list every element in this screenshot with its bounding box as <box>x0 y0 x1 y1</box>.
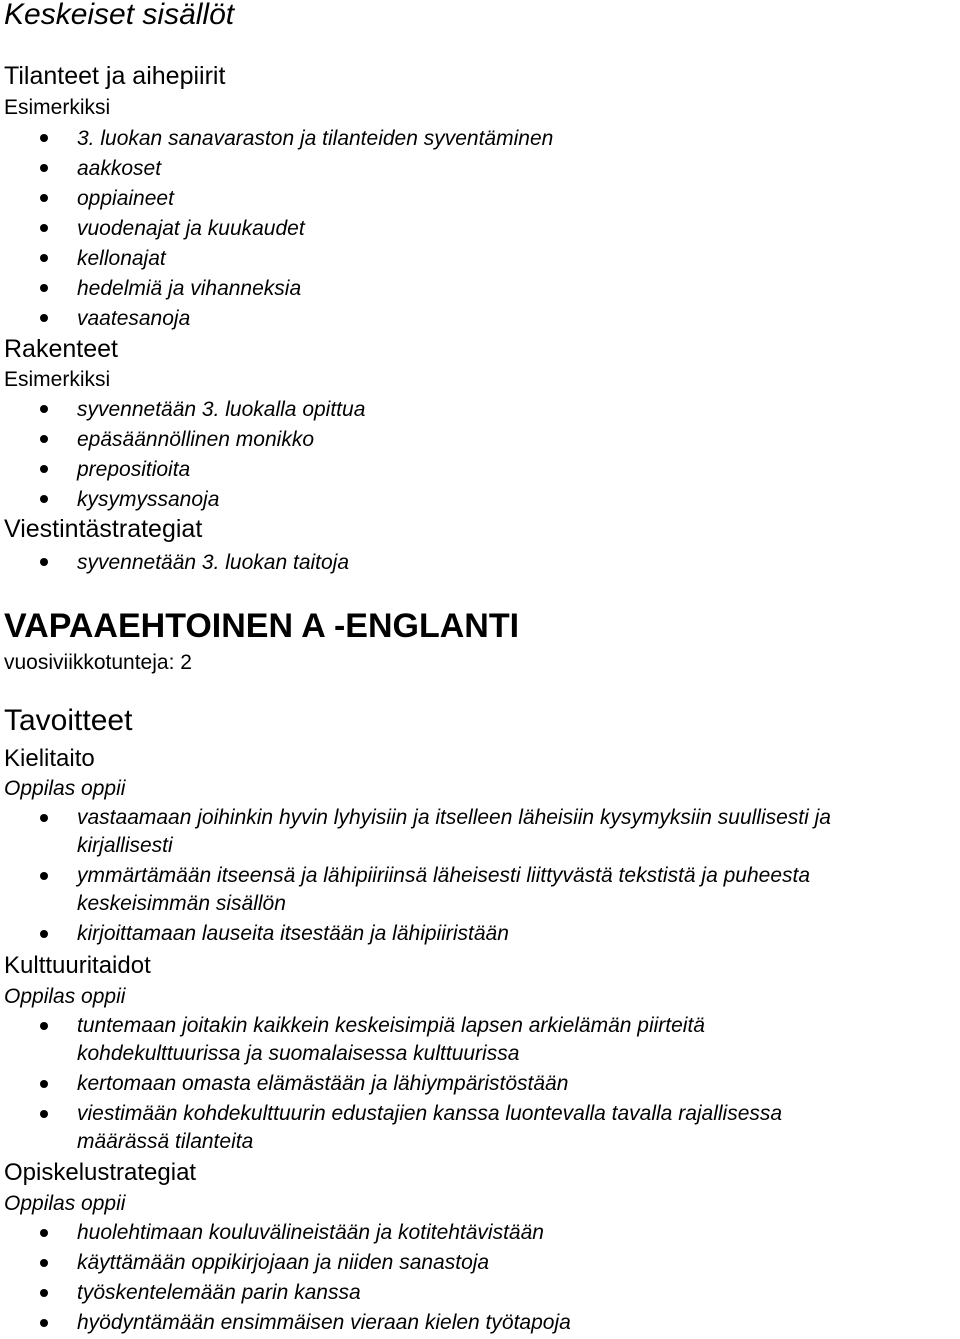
kulttuuri-list <box>0 1012 960 1158</box>
bullet-icon <box>40 134 48 142</box>
kielitaito-list <box>0 804 960 950</box>
strategiat-heading: Opiskelustrategiat <box>4 1159 197 1186</box>
structures-list <box>0 395 960 515</box>
list-item: syvennetään 3. luokan taitoja <box>0 548 960 577</box>
list-item: kertomaan omasta elämästään ja lähiympäristöstään <box>0 1070 960 1098</box>
bullet-icon <box>40 224 48 232</box>
bullet-icon <box>40 314 48 322</box>
goals-heading: Tavoitteet <box>4 704 133 737</box>
list-item: hedelmiä ja vihanneksia <box>0 274 960 303</box>
bullet-icon <box>40 284 48 292</box>
list-item: työskentelemään parin kanssa <box>0 1279 960 1307</box>
bullet-icon <box>40 1022 48 1030</box>
strategiat-list <box>0 1219 960 1339</box>
bullet-icon <box>40 435 48 443</box>
list-item: hyödyntämään ensimmäisen vieraan kielen työtapoja <box>0 1309 960 1337</box>
kielitaito-sub: Oppilas oppii <box>4 777 126 800</box>
situations-list <box>0 124 960 334</box>
bullet-icon <box>40 558 48 566</box>
list-item: kellonajat <box>0 244 960 273</box>
page-title: Keskeiset sisällöt <box>4 0 235 31</box>
list-item: syvennetään 3. luokalla opittua <box>0 395 960 424</box>
list-item: vastaamaan joihinkin hyvin lyhyisiin ja itselleen läheisiin kysymyksiin suullisesti ja kirjallisesti <box>0 804 960 860</box>
section-heading-structures: Rakenteet <box>4 335 118 363</box>
bullet-icon <box>40 254 48 262</box>
list-item: aakkoset <box>0 154 960 183</box>
bullet-icon <box>40 1229 48 1237</box>
list-item: oppiaineet <box>0 184 960 213</box>
section-sub-examples: Esimerkiksi <box>4 96 111 119</box>
list-item: käyttämään oppikirjojaan ja niiden sanastoja <box>0 1249 960 1277</box>
course-hours: vuosiviikkotunteja: 2 <box>4 651 192 674</box>
bullet-icon <box>40 164 48 172</box>
bullet-icon <box>40 930 48 938</box>
section-heading-situations: Tilanteet ja aihepiirit <box>4 62 226 90</box>
bullet-icon <box>40 872 48 880</box>
bullet-icon <box>40 194 48 202</box>
list-item: vaatesanoja <box>0 304 960 333</box>
list-item: tuntemaan joitakin kaikkein keskeisimpiä lapsen arkielämän piirteitä kohdekulttuurissa ja suomalaisessa kulttuurissa <box>0 1012 960 1068</box>
strategiat-sub: Oppilas oppii <box>4 1192 126 1215</box>
list-item: epäsäännöllinen monikko <box>0 425 960 454</box>
list-item: prepositioita <box>0 455 960 484</box>
list-item: ymmärtämään itseensä ja lähipiiriinsä läheisesti liittyvästä tekstistä ja puheesta keskeisimmän sisällön <box>0 862 960 918</box>
list-item: 3. luokan sanavaraston ja tilanteiden syventäminen <box>0 124 960 153</box>
bullet-icon <box>40 405 48 413</box>
kielitaito-heading: Kielitaito <box>4 745 95 772</box>
course-title: VAPAAEHTOINEN A -ENGLANTI <box>4 607 520 645</box>
list-item: kirjoittamaan lauseita itsestään ja lähipiiristään <box>0 920 960 948</box>
kulttuuri-heading: Kulttuuritaidot <box>4 952 151 979</box>
bullet-icon <box>40 1289 48 1297</box>
section-sub-examples: Esimerkiksi <box>4 368 111 391</box>
bullet-icon <box>40 1259 48 1267</box>
bullet-icon <box>40 1110 48 1118</box>
list-item: kysymyssanoja <box>0 485 960 514</box>
kulttuuri-sub: Oppilas oppii <box>4 985 126 1008</box>
bullet-icon <box>40 465 48 473</box>
bullet-icon <box>40 1080 48 1088</box>
list-item: huolehtimaan kouluvälineistään ja kotitehtävistään <box>0 1219 960 1247</box>
bullet-icon <box>40 1319 48 1327</box>
bullet-icon <box>40 495 48 503</box>
section-heading-strategies: Viestintästrategiat <box>4 515 203 543</box>
strategies-list <box>0 548 960 578</box>
list-item: viestimään kohdekulttuurin edustajien kanssa luontevalla tavalla rajallisessa määrässä tilanteita <box>0 1100 960 1156</box>
bullet-icon <box>40 814 48 822</box>
list-item: vuodenajat ja kuukaudet <box>0 214 960 243</box>
